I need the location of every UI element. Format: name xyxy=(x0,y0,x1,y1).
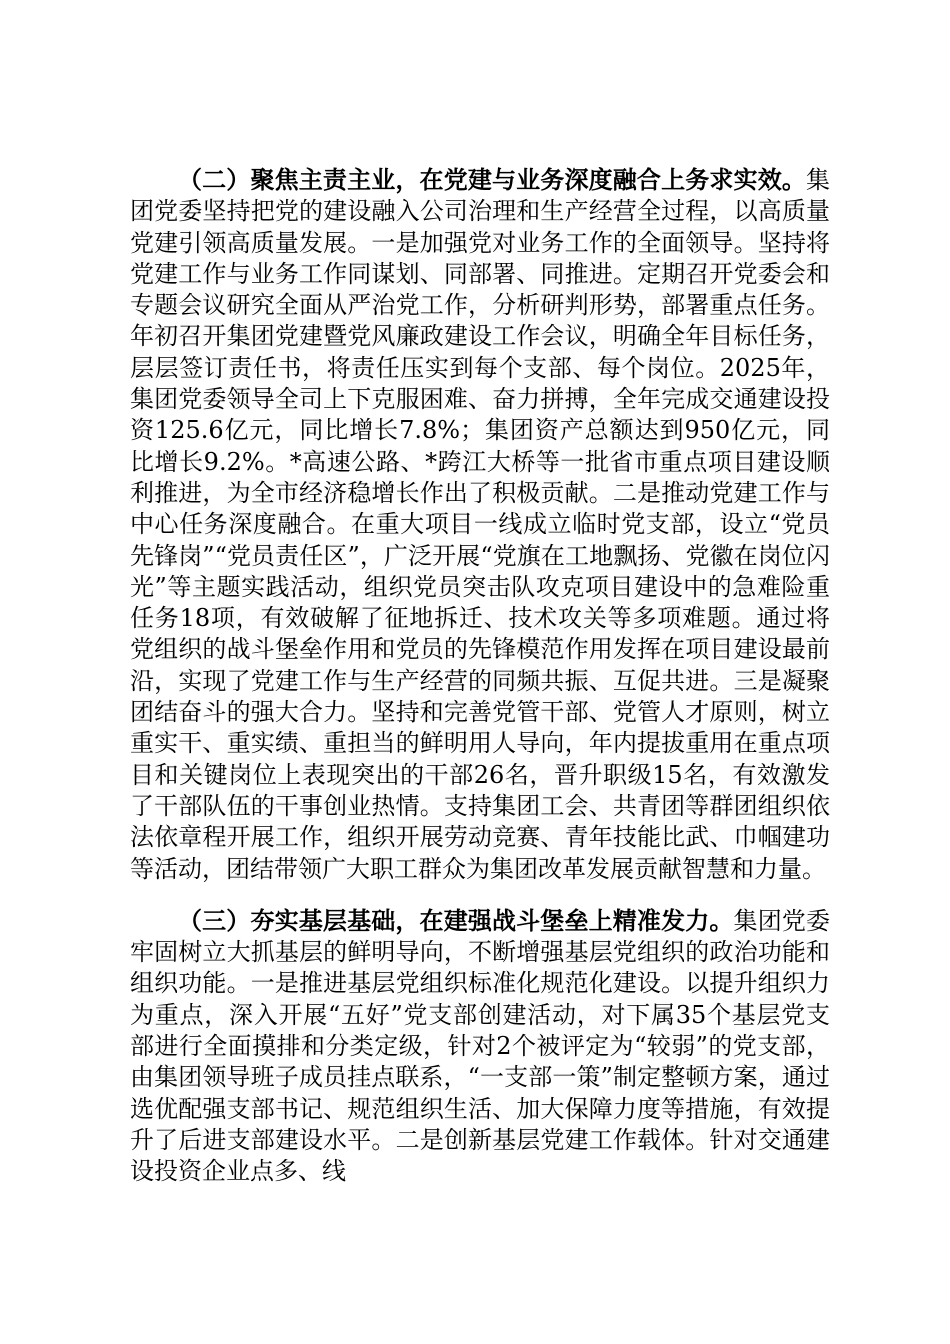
section-three-body: 集团党委牢固树立大抓基层的鲜明导向，不断增强基层党组织的政治功能和组织功能。一是推进基层党组织标准化规范化建设。以提升组织力为重点，深入开展“五好”党支部创建活动，对下属35个基层党支部进行全面摸排和分类定级，针对2个被评定为“较弱”的党支部，由集团领导班子成员挂点联系，“一支部一策”制定整顿方案，通过选优配强支部书记、规范组织生活、加大保障力度等措施，有效提升了后进支部建设水平。二是创新基层党建工作载体。针对交通建设投资企业点多、线 xyxy=(130,906,831,1186)
section-three-heading: （三）夯实基层基础，在建强战斗堡垒上精准发力。 xyxy=(178,905,734,935)
section-two-paragraph xyxy=(130,164,830,885)
section-three-paragraph xyxy=(130,905,830,1188)
document-page xyxy=(130,164,830,1188)
section-two-body: 集团党委坚持把党的建设融入公司治理和生产经营全过程，以高质量党建引领高质量发展。一是加强党对业务工作的全面领导。坚持将党建工作与业务工作同谋划、同部署、同推进。定期召开党委会和专题会议研究全面从严治党工作，分析研判形势，部署重点任务。年初召开集团党建暨党风廉政建设工作会议，明确全年目标任务，层层签订责任书，将责任压实到每个支部、每个岗位。2025年，集团党委领导全司上下克服困难、奋力拼搏，全年完成交通建设投资125.6亿元，同比增长7.8%；集团资产总额达到950亿元，同比增长9.2%。*高速公路、*跨江大桥等一批省市重点项目建设顺利推进，为全市经济稳增长作出了积极贡献。二是推动党建工作与中心任务深度融合。在重大项目一线成立临时党支部，设立“党员先锋岗”“党员责任区”，广泛开展“党旗在工地飘扬、党徽在岗位闪光”等主题实践活动，组织党员突击队攻克项目建设中的急难险重任务18项，有效破解了征地拆迁、技术攻关等多项难题。通过将党组织的战斗堡垒作用和党员的先锋模范作用发挥在项目建设最前沿，实现了党建工作与生产经营的同频共振、互促共进。三是凝聚团结奋斗的强大合力。坚持和完善党管干部、党管人才原则，树立重实干、重实绩、重担当的鲜明用人导向，年内提拔重用在重点项目和关键岗位上表现突出的干部26名，晋升职级15名，有效激发了干部队伍的干事创业热情。支持集团工会、共青团等群团组织依法依章程开展工作，组织开展劳动竞赛、青年技能比武、巾帼建功等活动，团结带领广大职工群众为集团改革发展贡献智慧和力量。 xyxy=(130,166,830,883)
section-two-heading: （二）聚焦主责主业，在党建与业务深度融合上务求实效。 xyxy=(178,165,806,194)
